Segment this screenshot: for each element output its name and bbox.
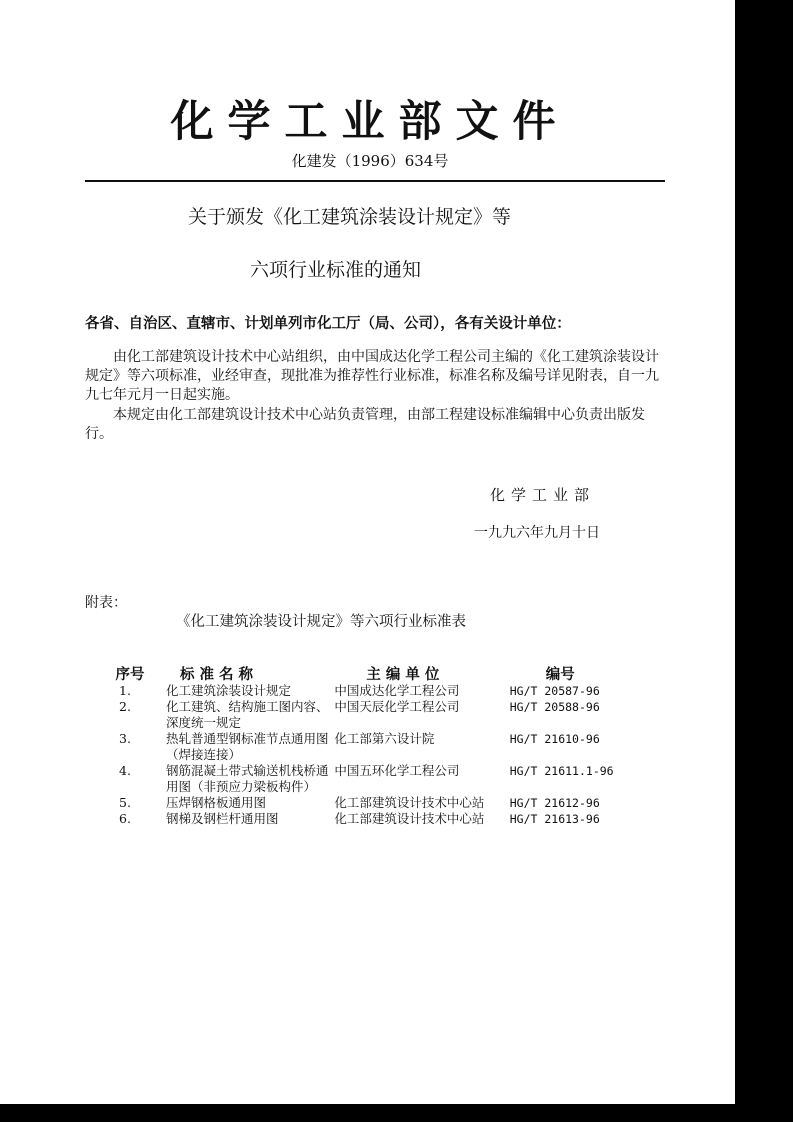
table-row [100,683,640,699]
standards-table [100,667,640,827]
row-code: HG/T 20588-96 [509,700,600,714]
row-no: 2. [119,699,131,714]
row-unit: 化工部建筑设计技术中心站 [334,795,485,810]
issuer-signature: 化学工业部 [490,486,596,504]
header-unit: 主编单位 [366,667,445,683]
notice-title-line-2: 六项行业标准的通知 [250,259,422,281]
row-no: 3. [119,731,131,746]
row-unit: 化工部建筑设计技术中心站 [334,811,485,826]
header-rule [85,180,665,182]
row-no: 1. [119,683,131,698]
table-row [100,763,640,795]
header-code: 编号 [545,667,575,683]
document-number: 化建发（1996）634号 [291,152,449,170]
scan-border-bottom [0,1104,793,1122]
notice-title-line-1: 关于颁发《化工建筑涂装设计规定》等 [188,206,512,228]
table-row [100,699,640,731]
table-header-row [100,667,640,683]
body-paragraph: 由化工部建筑设计技术中心站组织，由中国成达化学工程公司主编的《化工建筑涂装设计规定》等六项标准，业经审查，现批准为推荐性行业标准，标准名称及编号详见附表，自一九九七年元月一日起实施。 [85,349,659,403]
row-no: 6. [119,811,131,826]
row-name: 压焊钢格板通用图 [165,795,266,810]
row-name: 钢梯及钢栏杆通用图 [165,811,279,826]
issue-date: 一九九六年九月十日 [474,525,600,541]
row-unit: 中国天辰化学工程公司 [334,699,460,714]
row-name: 热轧普通型钢标准节点通用图（焊接连接） [165,731,329,762]
row-no: 4. [119,763,131,778]
row-unit: 中国成达化学工程公司 [334,683,460,698]
row-name: 化工建筑涂装设计规定 [165,683,291,698]
row-code: HG/T 21611.1-96 [509,764,614,778]
document-title: 化学工业部文件 [170,97,570,147]
row-unit: 化工部第六设计院 [334,731,435,746]
row-code: HG/T 21613-96 [509,812,600,826]
scan-border-right [735,0,793,1122]
row-name: 钢筋混凝土带式输送机栈桥通用图（非预应力梁板构件） [165,763,329,794]
attachment-title: 《化工建筑涂装设计规定》等六项行业标准表 [176,614,466,630]
table-row [100,811,640,827]
row-unit: 中国五环化学工程公司 [334,763,460,778]
table-row [100,795,640,811]
attachment-label: 附表： [85,595,127,611]
row-code: HG/T 21610-96 [509,732,600,746]
row-name: 化工建筑、结构施工图内容、深度统一规定 [165,699,329,730]
row-no: 5. [119,795,131,810]
table-row [100,731,640,763]
addressee: 各省、自治区、直辖市、计划单列市化工厅（局、公司），各有关设计单位： [85,316,571,332]
header-no: 序号 [115,667,145,683]
row-code: HG/T 20587-96 [509,684,600,698]
row-code: HG/T 21612-96 [509,796,600,810]
body-paragraph: 本规定由化工部建筑设计技术中心站负责管理，由部工程建设标准编辑中心负责出版发行。 [85,407,645,442]
header-name: 标准名称 [179,667,258,683]
